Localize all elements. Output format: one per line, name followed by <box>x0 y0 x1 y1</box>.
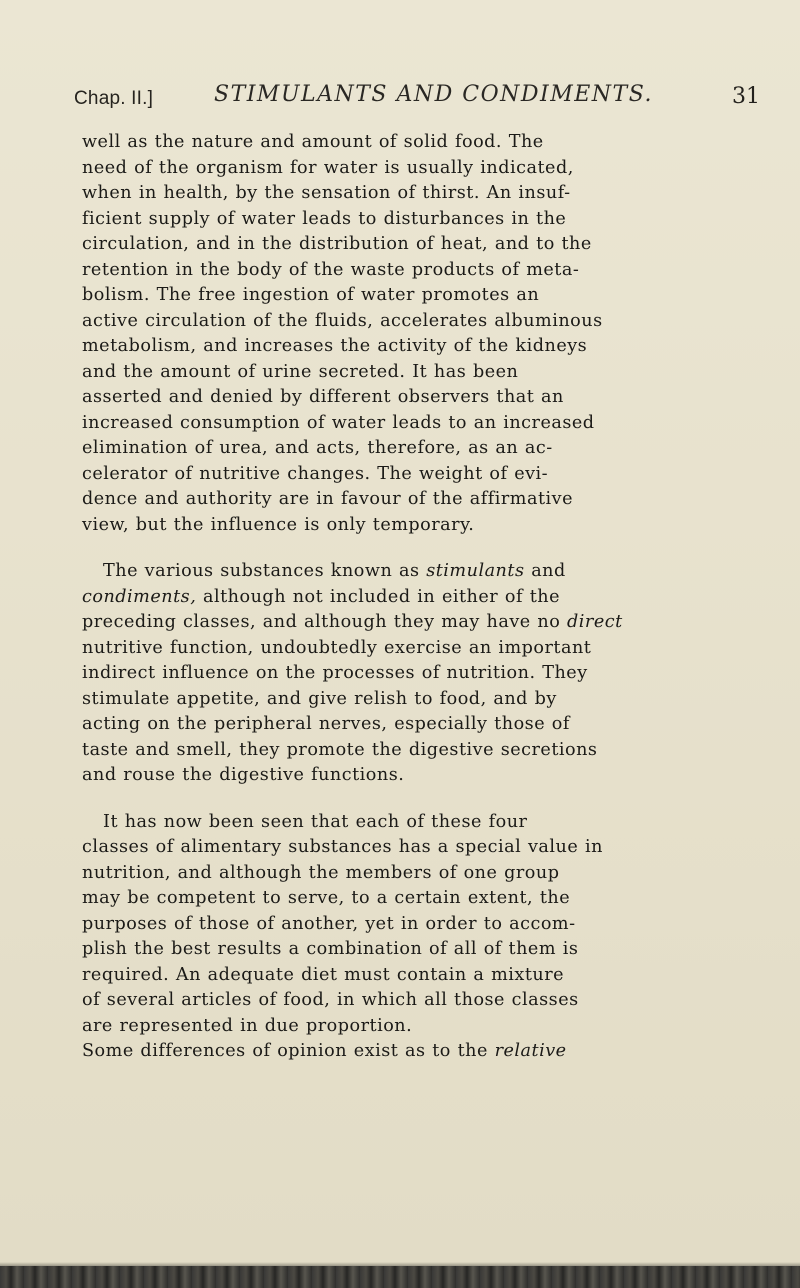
text-line: purposes of those of another, yet in order to accom- <box>82 913 576 934</box>
body-text <box>82 130 762 1065</box>
paragraph-spacer <box>82 789 762 810</box>
text-line: condiments, although not included in either of the <box>82 586 561 607</box>
text-line: metabolism, and increases the activity of the kidneys <box>82 336 588 356</box>
text-line: Some differences of opinion exist as to the relative <box>82 1041 567 1061</box>
paragraph-1 <box>82 130 762 538</box>
text-line: nutrition, and although the members of one group <box>82 862 560 883</box>
chapter-label: Chap. II.] <box>74 88 154 109</box>
paragraph-spacer <box>82 538 762 559</box>
text-line: ficient supply of water leads to disturbances in the <box>82 208 567 229</box>
text-line: circulation, and in the distribution of heat, and to the <box>82 234 592 254</box>
text-line: dence and authority are in favour of the affirmative <box>82 489 573 509</box>
text-line: active circulation of the fluids, accelerates albuminous <box>82 310 603 331</box>
text-line: bolism. The free ingestion of water promotes an <box>82 285 540 305</box>
text-line: plish the best results a combination of all of them is <box>82 939 579 959</box>
text-line: well as the nature and amount of solid food. The <box>82 132 544 152</box>
text-line: asserted and denied by different observers that an <box>82 387 564 407</box>
text-line: stimulate appetite, and give relish to food, and by <box>82 688 557 709</box>
paragraph-2 <box>82 559 762 789</box>
text-line: required. An adequate diet must contain a mixture <box>82 964 565 985</box>
italic-term: stimulants <box>426 561 525 581</box>
text-line: celerator of nutritive changes. The weight of evi- <box>82 463 549 484</box>
text-line: preceding classes, and although they may have no direct <box>82 612 623 632</box>
text-line: view, but the influence is only temporary. <box>82 514 475 535</box>
text-line: The various substances known as stimulants and <box>103 561 566 581</box>
italic-term: condiments, <box>82 586 197 607</box>
page-number: 31 <box>732 84 760 109</box>
text-line: and the amount of urine secreted. It has been <box>82 361 519 382</box>
text-line: indirect influence on the processes of nutrition. They <box>82 663 588 683</box>
italic-term: relative <box>494 1041 567 1061</box>
text-line: It has now been seen that each of these four <box>103 811 528 832</box>
text-line: when in health, by the sensation of thirst. An insuf- <box>82 183 571 203</box>
scan-bottom-edge <box>0 1266 800 1288</box>
italic-term: direct <box>567 612 623 632</box>
text-line: increased consumption of water leads to an increased <box>82 412 595 433</box>
text-line: need of the organism for water is usually indicated, <box>82 157 574 178</box>
running-header <box>74 82 760 122</box>
text-line: may be competent to serve, to a certain extent, the <box>82 888 571 908</box>
text-line: classes of alimentary substances has a special value in <box>82 837 603 857</box>
paragraph-3 <box>82 810 762 1065</box>
running-title: STIMULANTS AND CONDIMENTS. <box>214 82 653 107</box>
text-line: and rouse the digestive functions. <box>82 765 405 785</box>
text-line: acting on the peripheral nerves, especially those of <box>82 714 570 734</box>
text-line: of several articles of food, in which all those classes <box>82 990 579 1010</box>
text-line: elimination of urea, and acts, therefore, as an ac- <box>82 438 553 458</box>
text-line: are represented in due proportion. <box>82 1015 413 1036</box>
text-line: nutritive function, undoubtedly exercise an important <box>82 637 592 658</box>
text-line: taste and smell, they promote the digestive secretions <box>82 739 598 760</box>
text-line: retention in the body of the waste products of meta- <box>82 259 580 280</box>
